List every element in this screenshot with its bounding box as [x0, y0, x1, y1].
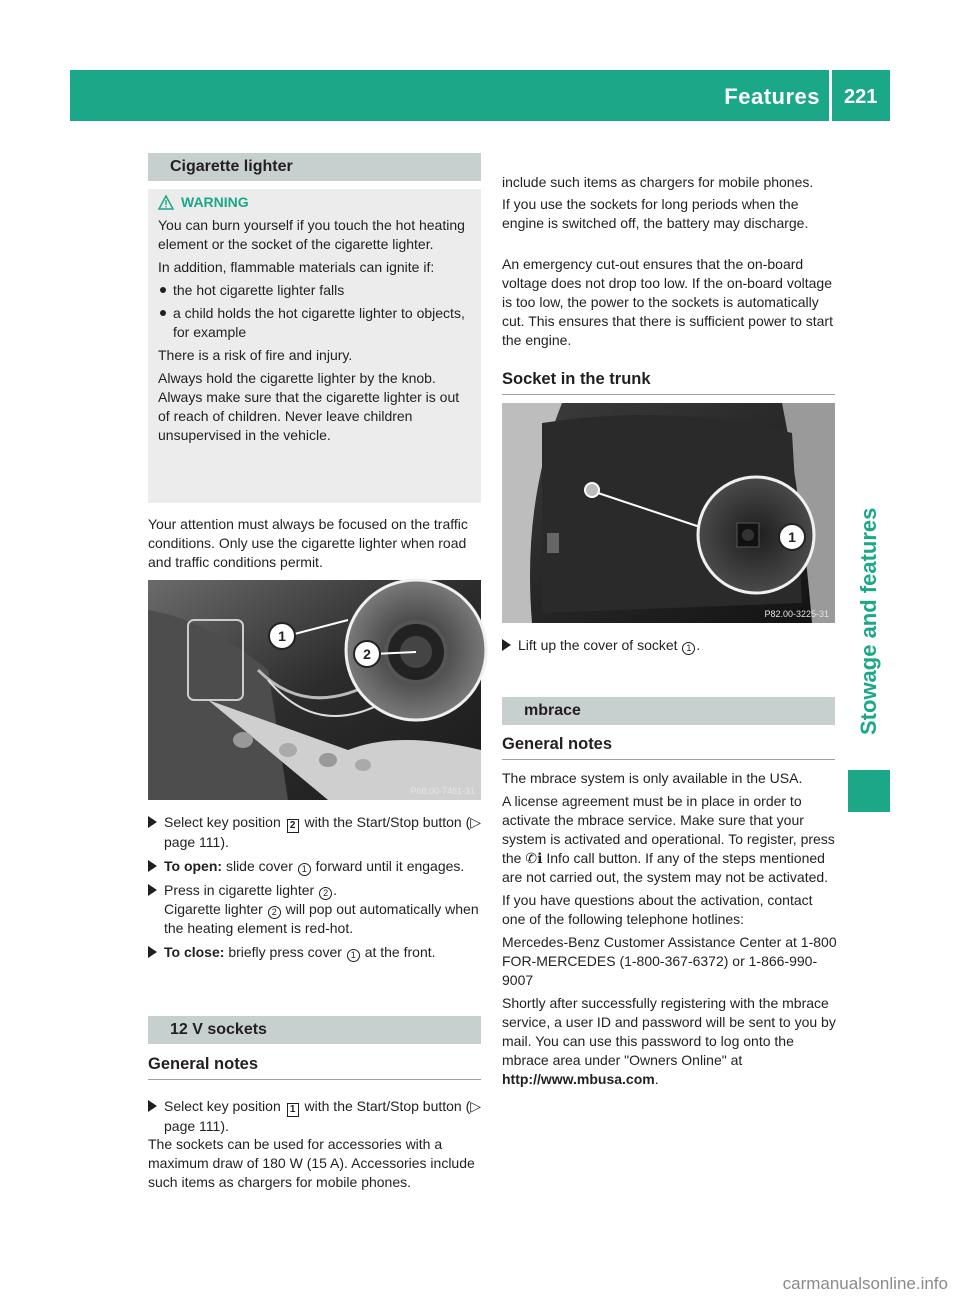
section-cigarette-lighter: Cigarette lighter — [148, 153, 481, 181]
callout-ref-icon: 2 — [319, 887, 332, 900]
warning-label: WARNING — [181, 194, 249, 210]
mbrace-paragraph: If you have questions about the activation, contact one of the following telephone hotlines: — [502, 892, 813, 927]
page-ref-icon: ▷ — [470, 1098, 482, 1114]
sockets-battery-paragraph: If you use the sockets for long periods when the engine is switched off, the battery may discharge. — [502, 196, 809, 231]
warning-triangle-icon — [158, 195, 174, 210]
warning-text: There is a risk of fire and injury. — [158, 347, 353, 363]
step-item: Select key position 1 with the Start/Stop button (▷ page 111). — [148, 1097, 483, 1136]
sockets-cutout-paragraph: An emergency cut-out ensures that the on-board voltage does not drop too low. If the on-board voltage is too low, the power to the sockets is automatically cut. This ensures that there is sufficient power to start the engine. — [502, 256, 833, 348]
step-arrow-icon — [148, 816, 157, 828]
step-item: To open: slide cover 1 forward until it engages. — [148, 857, 483, 876]
info-call-icon: ✆ℹ — [525, 850, 543, 866]
callout-ref-icon: 1 — [298, 863, 311, 876]
figure-id: P68.00-7461-31 — [410, 786, 475, 796]
mbrace-paragraph: A license agreement must be in place in order to activate the mbrace service. Make sure that your system is activated and operational. To register, press the ✆ℹ Info call button. If any of the steps mentioned are not carried out, the system may not be activated. — [502, 793, 835, 885]
callout-ref-icon: 1 — [682, 642, 695, 655]
warning-text: Always hold the cigarette lighter by the knob. Always make sure that the cigarette lighter is out of reach of children. Never leave children unsupervised in the vehicle. — [158, 370, 460, 443]
callout-1: 1 — [778, 523, 806, 551]
callout-ref-icon: 1 — [347, 949, 360, 962]
mbrace-paragraph: The mbrace system is only available in the USA. — [502, 770, 803, 786]
trunk-socket-photo — [502, 403, 835, 623]
page-number: 221 — [844, 86, 878, 108]
figure-id: P82.00-3225-31 — [764, 609, 829, 619]
step-item: Press in cigarette lighter 2 . Cigarette lighter 2 will pop out automatically when the heating element is red-hot. — [148, 881, 483, 938]
attention-paragraph: Your attention must always be focused on the traffic conditions. Only use the cigarette lighter when road and traffic conditions permit. — [148, 516, 468, 570]
cigarette-lighter-photo — [148, 580, 481, 800]
side-tab-marker — [848, 770, 890, 812]
step-item: To close: briefly press cover 1 at the front. — [148, 943, 483, 962]
step-item: Select key position 2 with the Start/Stop button (▷ page 111). — [148, 813, 483, 852]
subheading-general-notes: General notes — [148, 1055, 481, 1080]
warning-bullet: a child holds the hot cigarette lighter to objects, for example — [158, 304, 473, 342]
side-tab-label: Stowage and features — [856, 507, 881, 735]
mbrace-paragraph: Shortly after successfully registering with the mbrace service, a user ID and password will be sent to you by mail. You can use this password to log onto the mbrace area under "Owners Online" at http://www.mbusa.com. — [502, 995, 836, 1087]
sockets-paragraph: The sockets can be used for accessories with a maximum draw of 180 W (15 A). Accessories include such items as chargers for mobile phones. — [148, 1136, 475, 1190]
warning-heading — [158, 194, 473, 210]
sockets-paragraph-continued-text: include such items as chargers for mobile phones. — [502, 174, 814, 190]
callout-2: 2 — [353, 640, 381, 668]
cigarette-steps — [148, 813, 483, 967]
trunk-step — [502, 636, 835, 660]
section-mbrace: mbrace — [502, 697, 835, 725]
callout-ref-icon: 2 — [268, 906, 281, 919]
step-arrow-icon — [148, 1100, 157, 1112]
step-arrow-icon — [148, 884, 157, 896]
subheading-general-notes: General notes — [502, 735, 835, 760]
step-arrow-icon — [148, 860, 157, 872]
section-12v-sockets: 12 V sockets — [148, 1016, 481, 1044]
chapter-title: Features — [724, 84, 820, 109]
callout-1: 1 — [268, 622, 296, 650]
warning-text: You can burn yourself if you touch the hot heating element or the socket of the cigarette lighter. — [158, 217, 465, 252]
watermark: carmanualsonline.info — [782, 1274, 948, 1293]
mbrace-content — [502, 769, 837, 1093]
warning-box — [148, 189, 481, 503]
step-item: Lift up the cover of socket 1 . — [502, 636, 835, 655]
page-ref-icon: ▷ — [470, 814, 482, 830]
key-position-icon: 2 — [287, 819, 299, 833]
warning-text: In addition, flammable materials can ignite if: — [158, 259, 435, 275]
key-position-icon: 1 — [287, 1103, 299, 1117]
mbrace-hotlines: Mercedes-Benz Customer Assistance Center at 1-800 FOR-MERCEDES (1-800-367-6372) or 1-866-990-9007 — [502, 934, 837, 988]
subheading-socket-trunk: Socket in the trunk — [502, 370, 835, 395]
step-arrow-icon — [148, 946, 157, 958]
header-divider — [829, 70, 832, 121]
step-arrow-icon — [502, 639, 511, 651]
warning-bullet: the hot cigarette lighter falls — [158, 281, 473, 300]
mbusa-link[interactable]: http://www.mbusa.com — [502, 1071, 655, 1087]
sockets-paragraph-continued — [502, 154, 835, 192]
